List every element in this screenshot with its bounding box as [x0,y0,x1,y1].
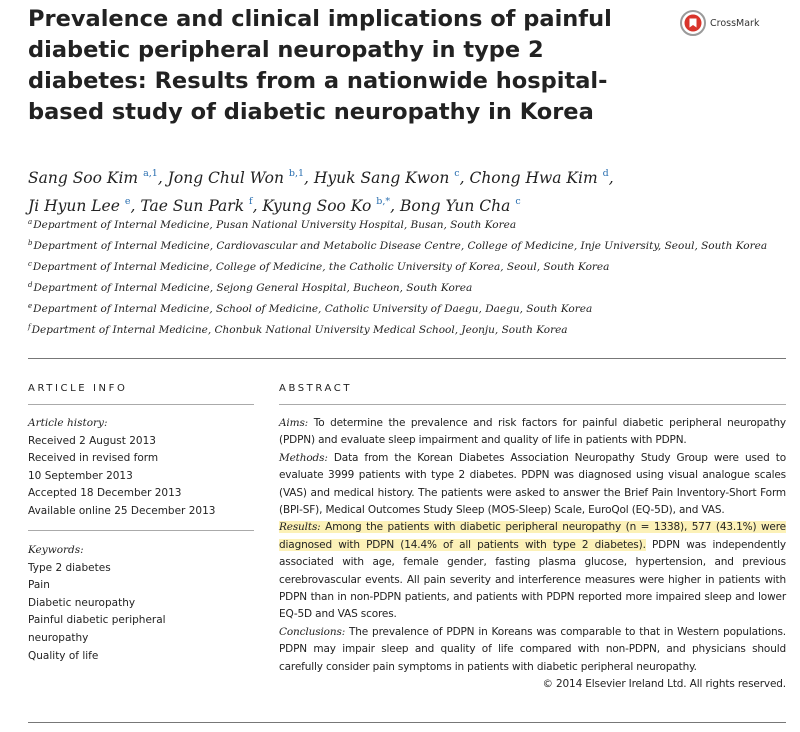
abstract-methods: Methods: Data from the Korean Diabetes Association Neuropathy Study Group were used to evaluate 3999 patients with type 2 diabetes. PDPN was diagnosed using visual analogue scales (VAS) and medical history. The patients were asked to answer the Brief Pain Inventory-Short Form (BPI-SF), Medical Outcomes Study Sleep (MOS-Sleep) Scale, EuroQol (EQ-5D), and VAS. [279,451,786,517]
history-entry: Accepted 18 December 2013 [28,487,182,500]
author[interactable]: Sang Soo Kim $^{a,1}$ [28,168,158,187]
affiliation: $^b$Department of Internal Medicine, Cardiovascular and Metabolic Disease Centre, College of Medicine, Inje University, Seoul, South Korea [28,239,768,252]
history-label: Article history: [28,417,108,429]
methods-label: Methods: [279,451,328,464]
highlighted-text: Results: Among the patients with diabetic peripheral neuropathy (n = 1338), 577 (43.1%) were diagnosed with PDPN (14.4% of all patients with type 2 diabetes). [279,521,786,551]
keyword: Painful diabetic peripheral neuropathy [28,614,166,644]
abstract-results: Results: Among the patients with diabetic peripheral neuropathy (n = 1338), 577 (43.1%) were diagnosed with PDPN (14.4% of all patients with type 2 diabetes). PDPN was independently associated with age, female gender, fasting plasma glucose, hypertension, and previous cerebrovascular events. All pain severity and interference measures were higher in patients with PDPN than in non-PDPN patients, and patients with PDPN reported more impaired sleep and lower EQ-5D and VAS scores. [279,521,786,621]
author[interactable]: Hyuk Sang Kwon $^c$ [313,168,460,187]
author-affiliation-marker[interactable]: b,* [376,196,391,207]
author-list: Sang Soo Kim $^{a,1}$, Jong Chul Won $^{b,1}$, Hyuk Sang Kwon $^c$, Chong Hwa Kim $^d$, Ji Hyun Lee $^e$, Tae Sun Park $^f$, Kyung Soo Ko $^{b,*}$, Bong Yun Cha $^c$ [28,168,614,215]
copyright-notice: © 2014 Elsevier Ireland Ltd. All rights reserved. [542,678,786,691]
crossmark-icon [680,10,706,36]
abstract-conclusions: Conclusions: The prevalence of PDPN in Koreans was comparable to that in Western populations. PDPN may impair sleep and quality of life compared with non-PDPN, and physicians should carefully consider pain symptoms in patients with diabetic peripheral neuropathy. [279,625,786,673]
author-affiliation-marker[interactable]: e [124,196,131,207]
abstract-body [279,415,786,694]
author-affiliation-marker[interactable]: c [515,196,521,207]
author-affiliation-marker[interactable]: c [454,168,460,179]
aims-label: Aims: [279,417,309,429]
author[interactable]: Bong Yun Cha $^c$ [399,196,521,215]
article-history [28,415,254,521]
author-affiliation-marker[interactable]: a,1 [143,168,158,179]
divider [28,722,786,723]
author[interactable]: Chong Hwa Kim $^d$ [469,168,609,187]
affiliation: $^d$Department of Internal Medicine, Sejong General Hospital, Bucheon, South Korea [28,281,473,294]
article-info-heading: ARTICLE INFO [28,383,128,394]
history-entry: Received 2 August 2013 [28,434,156,447]
author[interactable]: Jong Chul Won $^{b,1}$ [167,168,305,187]
results-label: Results: [279,521,321,534]
article-title: Prevalence and clinical implications of painful diabetic peripheral neuropathy in type 2 diabetes: Results from a nationwide hospital-based study of diabetic neuropathy in Korea [28,6,612,125]
abstract-aims: Aims: To determine the prevalence and risk factors for painful diabetic peripheral neuropathy (PDPN) and evaluate sleep impairment and quality of life in patients with PDPN. [279,417,786,447]
affiliation: $^e$Department of Internal Medicine, School of Medicine, Catholic University of Daegu, Daegu, South Korea [28,302,593,315]
divider [279,404,786,405]
affiliation: $^c$Department of Internal Medicine, College of Medicine, the Catholic University of Korea, Seoul, South Korea [28,260,610,273]
keyword: Type 2 diabetes [28,561,111,574]
author-affiliation-marker[interactable]: d [602,168,609,179]
abstract-heading: ABSTRACT [279,383,353,394]
author[interactable]: Tae Sun Park $^f$ [140,196,253,215]
keyword: Pain [28,579,50,592]
history-entry: Available online 25 December 2013 [28,504,216,517]
affiliation: $^f$Department of Internal Medicine, Chonbuk National University Medical School, Jeonju, South Korea [28,323,568,336]
crossmark-label: CrossMark [710,17,760,29]
keyword: Diabetic neuropathy [28,596,136,609]
history-entry: 10 September 2013 [28,469,133,482]
affiliation: $^a$Department of Internal Medicine, Pusan National University Hospital, Busan, South Korea [28,218,517,231]
author-affiliation-marker[interactable]: f [249,196,253,207]
history-entry: Received in revised form [28,452,159,465]
author-affiliation-marker[interactable]: b,1 [288,168,305,179]
conclusions-label: Conclusions: [279,625,346,638]
author[interactable]: Kyung Soo Ko $^{b,*}$ [262,196,391,215]
keywords-label: Keywords: [28,544,84,556]
keyword: Quality of life [28,649,99,662]
divider [28,404,254,405]
author[interactable]: Ji Hyun Lee $^e$ [28,196,131,215]
affiliation-list [28,213,788,339]
keywords [28,542,254,665]
divider [28,358,786,359]
divider [28,530,254,531]
crossmark-badge[interactable] [680,8,780,38]
